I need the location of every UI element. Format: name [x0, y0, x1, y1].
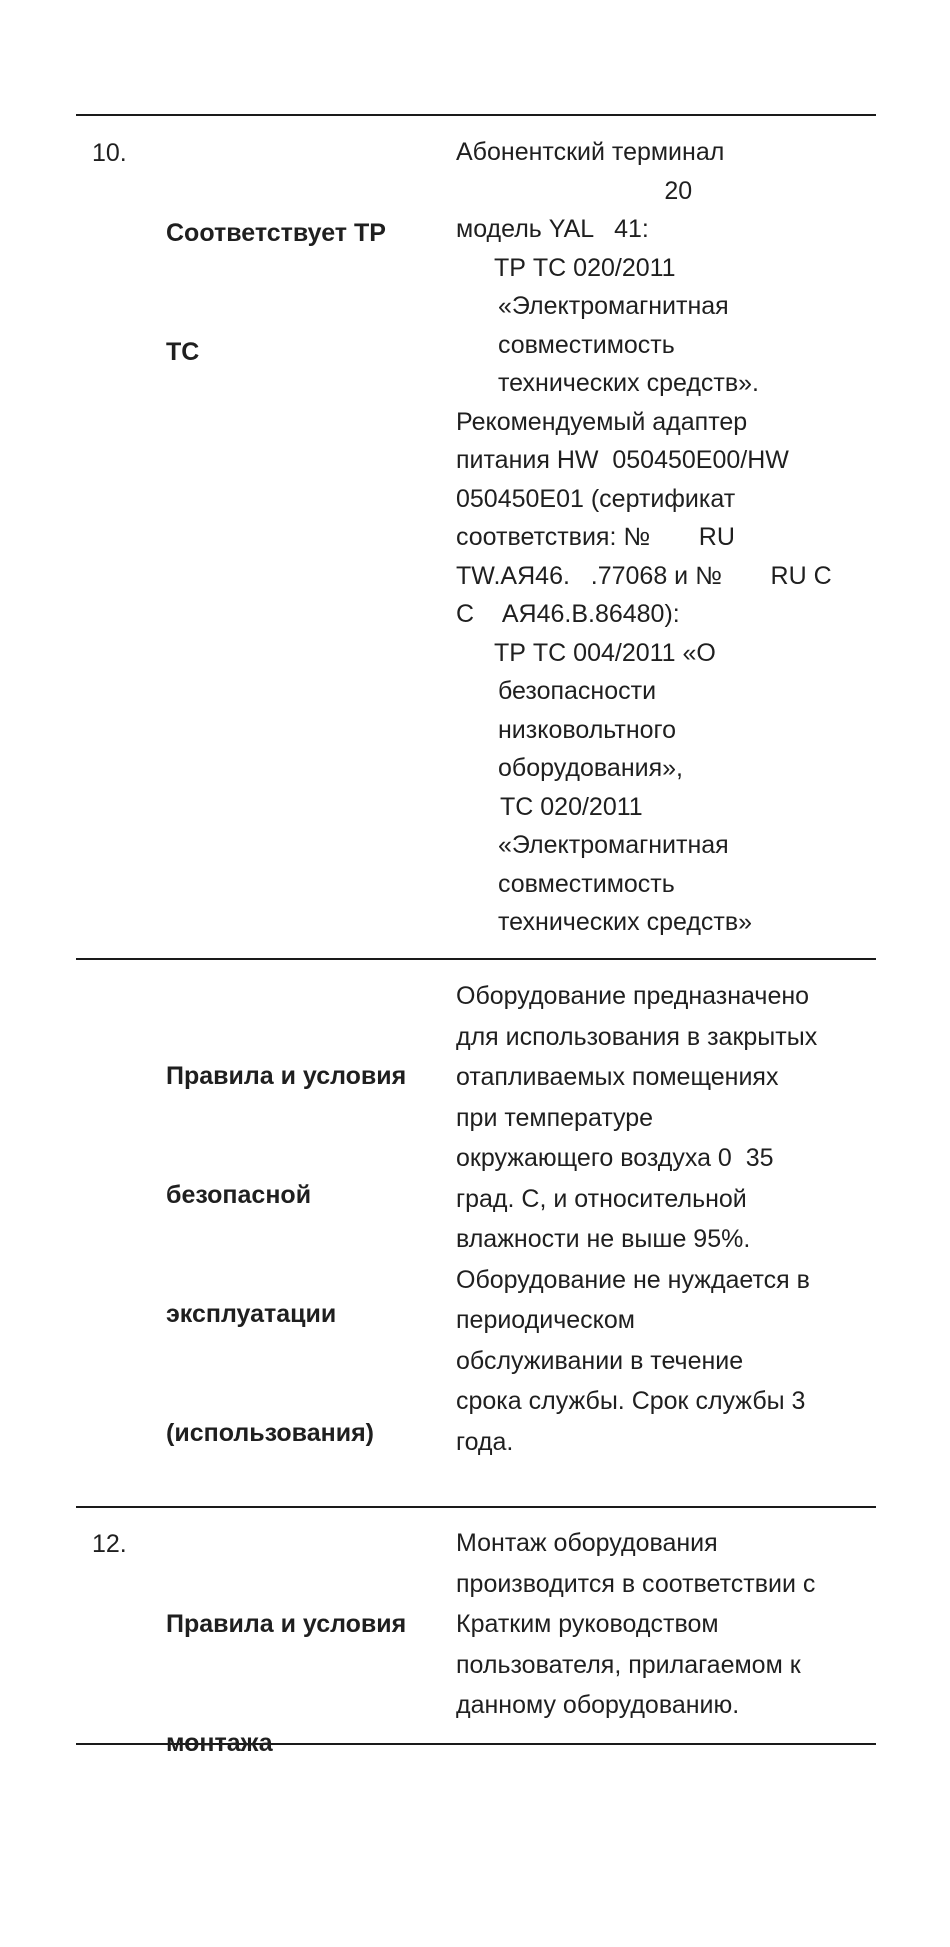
content-line: TW.АЯ46. .77068 и № RU C [456, 561, 832, 590]
content-line: Абонентский терминал [456, 138, 725, 166]
label-line: монтажа [166, 1729, 273, 1757]
label-line: безопасной [166, 1181, 312, 1209]
content-line: при температуре [456, 1103, 654, 1132]
label-line: Правила и условия [166, 1062, 407, 1090]
content-line: технических средств». [498, 369, 759, 397]
row-number: 10. [92, 139, 127, 167]
content-line: срока службы. Срок службы 3 [456, 1387, 806, 1415]
label-line: (использования) [166, 1419, 374, 1447]
content-line: питания HW 050450E00/HW [456, 446, 789, 474]
content-line: производится в соответствии с [456, 1569, 816, 1598]
content-line: модель YAL 41: [456, 215, 649, 243]
content-line: ТР ТС 020/2011 [494, 253, 676, 282]
row-label [166, 133, 436, 411]
label-line: Правила и условия [166, 1610, 407, 1638]
content-line: отапливаемых помещениях [456, 1063, 779, 1091]
label-line: эксплуатации [166, 1300, 337, 1328]
content-line: для использования в закрытых [456, 1022, 818, 1051]
row-number: 12. [92, 1530, 127, 1558]
content-line: ТС 020/2011 [500, 792, 643, 821]
content-line: С АЯ46.В.86480): [456, 600, 680, 628]
content-line: низковольтного [498, 715, 677, 744]
row-label [166, 976, 436, 1492]
content-line: технических средств» [498, 908, 753, 936]
content-line: Рекомендуемый адаптер [456, 407, 748, 436]
row-content [456, 1524, 876, 1727]
content-line: Кратким руководством [456, 1610, 719, 1638]
content-line: безопасности [498, 677, 657, 705]
content-line: Оборудование не нуждается в [456, 1265, 810, 1294]
row-divider-2 [76, 1506, 876, 1508]
content-line: Монтаж оборудования [456, 1529, 718, 1557]
content-line: влажности не выше 95%. [456, 1225, 751, 1253]
content-line: град. С, и относительной [456, 1184, 747, 1213]
content-line: Оборудование предназначено [456, 982, 810, 1010]
row-divider-1 [76, 958, 876, 960]
content-line: 20 [456, 176, 693, 205]
content-line: совместимость [498, 330, 675, 359]
content-line: «Электромагнитная [498, 292, 729, 320]
content-line: периодическом [456, 1306, 635, 1334]
content-line: соответствия: № RU [456, 523, 735, 551]
label-line: Соответствует ТР [166, 219, 386, 247]
content-line: пользователя, прилагаемом к [456, 1650, 801, 1679]
label-line: ТС [166, 338, 200, 366]
row-label [166, 1524, 436, 1802]
content-line: года. [456, 1427, 514, 1456]
content-line: окружающего воздуха 0 35 [456, 1144, 774, 1172]
content-line: ТР ТС 004/2011 «О [494, 638, 716, 667]
content-line: оборудования», [498, 754, 683, 782]
content-line: обслуживании в течение [456, 1346, 744, 1375]
table-top-rule [76, 114, 876, 116]
row-content [456, 976, 876, 1462]
content-line: совместимость [498, 869, 675, 898]
content-line: «Электромагнитная [498, 831, 729, 859]
row-content [456, 133, 876, 942]
content-line: данному оборудованию. [456, 1691, 740, 1719]
content-line: 050450E01 (сертификат [456, 484, 736, 513]
